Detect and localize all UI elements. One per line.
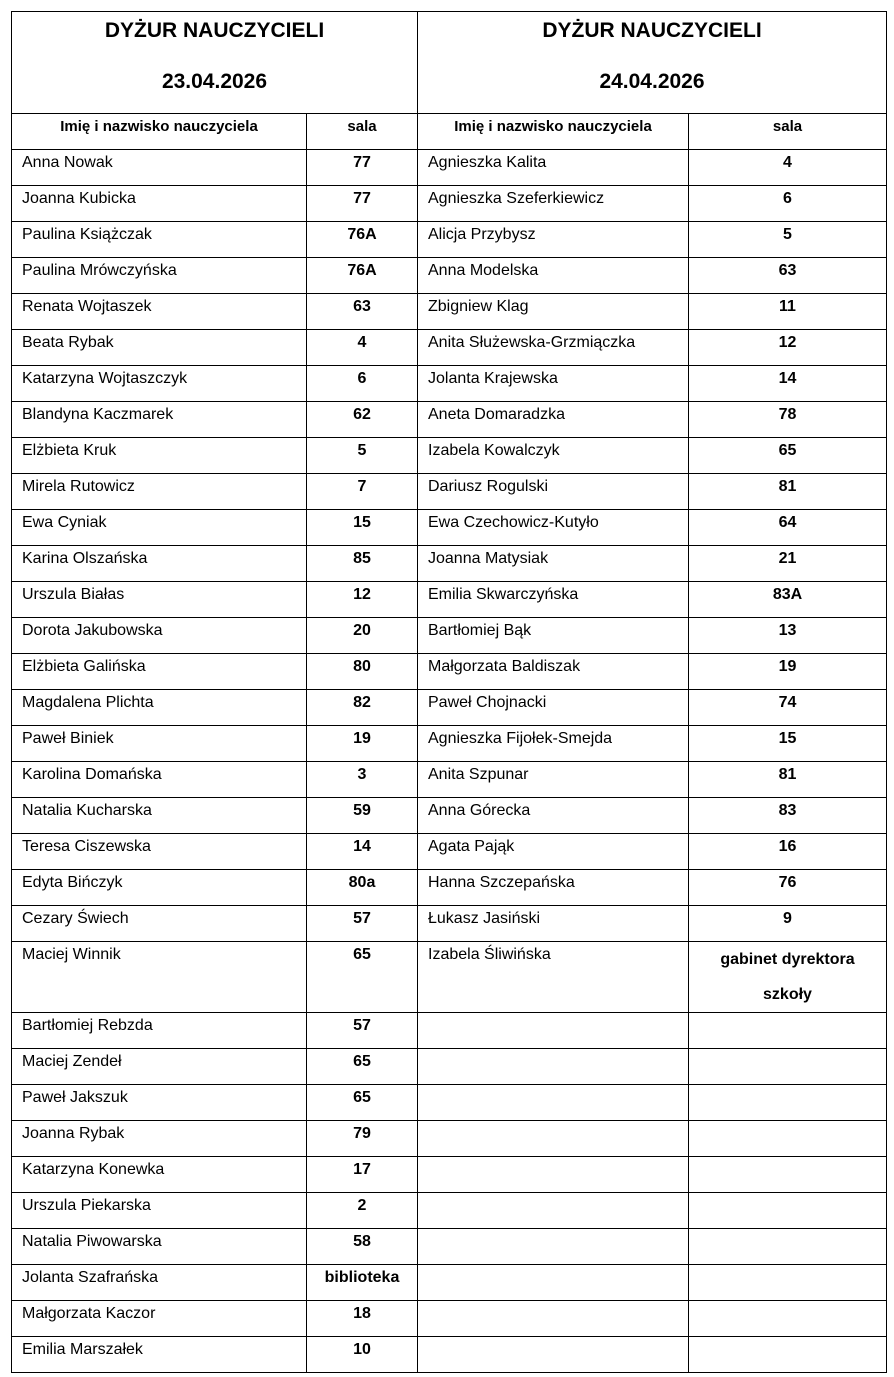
right-room-number [689, 1085, 887, 1121]
table-row [12, 1193, 887, 1229]
right-teacher-name: Hanna Szczepańska [418, 870, 689, 906]
right-room-number [689, 942, 887, 1013]
table-row [12, 618, 887, 654]
left-room-number: 76A [307, 222, 418, 258]
right-room-number [689, 1121, 887, 1157]
left-teacher-name: Katarzyna Wojtaszczyk [12, 366, 307, 402]
left-teacher-name: Mirela Rutowicz [12, 474, 307, 510]
right-teacher-name: Małgorzata Baldiszak [418, 654, 689, 690]
right-teacher-name: Emilia Skwarczyńska [418, 582, 689, 618]
right-room-number: 12 [689, 330, 887, 366]
table-row [12, 906, 887, 942]
left-title-cell [12, 12, 418, 114]
left-room-number: 79 [307, 1121, 418, 1157]
left-teacher-name: Katarzyna Konewka [12, 1157, 307, 1193]
left-teacher-name: Beata Rybak [12, 330, 307, 366]
right-teacher-name [418, 1301, 689, 1337]
right-schedule-title: DYŻUR NAUCZYCIELI [542, 19, 762, 42]
left-room-number: 65 [307, 1085, 418, 1121]
right-teacher-name: Dariusz Rogulski [418, 474, 689, 510]
right-teacher-name: Aneta Domaradzka [418, 402, 689, 438]
table-row [12, 510, 887, 546]
right-room-number: 76 [689, 870, 887, 906]
table-row [12, 294, 887, 330]
table-row [12, 1301, 887, 1337]
left-room-number: 17 [307, 1157, 418, 1193]
table-row [12, 1337, 887, 1373]
table-row [12, 258, 887, 294]
table-row [12, 582, 887, 618]
left-room-number: biblioteka [307, 1265, 418, 1301]
left-teacher-name: Maciej Winnik [12, 942, 307, 1013]
right-room-number: 6 [689, 186, 887, 222]
left-room-number: 4 [307, 330, 418, 366]
left-room-number: 15 [307, 510, 418, 546]
left-teacher-name: Paulina Książczak [12, 222, 307, 258]
right-teacher-name: Agnieszka Kalita [418, 150, 689, 186]
right-teacher-name: Agnieszka Fijołek-Smejda [418, 726, 689, 762]
right-teacher-name: Agata Pająk [418, 834, 689, 870]
left-teacher-name: Natalia Kucharska [12, 798, 307, 834]
table-row [12, 366, 887, 402]
right-room-number: 21 [689, 546, 887, 582]
right-teacher-name [418, 1085, 689, 1121]
duty-schedule-sheet [11, 11, 887, 1373]
table-row [12, 474, 887, 510]
right-room-column-header: sala [689, 114, 887, 150]
right-room-number [689, 1229, 887, 1265]
right-room-number: 78 [689, 402, 887, 438]
right-teacher-name [418, 1193, 689, 1229]
table-row [12, 1085, 887, 1121]
left-teacher-name: Emilia Marszałek [12, 1337, 307, 1373]
table-row [12, 222, 887, 258]
right-room-number: 11 [689, 294, 887, 330]
right-teacher-name [418, 1121, 689, 1157]
left-teacher-name: Dorota Jakubowska [12, 618, 307, 654]
left-room-number: 63 [307, 294, 418, 330]
left-room-number: 2 [307, 1193, 418, 1229]
table-row [12, 1013, 887, 1049]
right-room-number [689, 1301, 887, 1337]
right-teacher-name: Zbigniew Klag [418, 294, 689, 330]
left-name-column-header: Imię i nazwisko nauczyciela [12, 114, 307, 150]
left-teacher-name: Jolanta Szafrańska [12, 1265, 307, 1301]
right-teacher-name: Ewa Czechowicz-Kutyło [418, 510, 689, 546]
right-teacher-name: Bartłomiej Bąk [418, 618, 689, 654]
left-room-number: 65 [307, 1049, 418, 1085]
right-room-number: 9 [689, 906, 887, 942]
left-teacher-name: Małgorzata Kaczor [12, 1301, 307, 1337]
right-room-number [689, 1337, 887, 1373]
right-teacher-name: Anita Służewska-Grzmiączka [418, 330, 689, 366]
left-room-column-header: sala [307, 114, 418, 150]
table-row [12, 150, 887, 186]
left-room-number: 80a [307, 870, 418, 906]
table-row [12, 654, 887, 690]
right-room-number: 74 [689, 690, 887, 726]
left-teacher-name: Joanna Rybak [12, 1121, 307, 1157]
table-row [12, 1049, 887, 1085]
right-room-number [689, 1049, 887, 1085]
table-row [12, 1229, 887, 1265]
table-row [12, 1265, 887, 1301]
left-room-number: 82 [307, 690, 418, 726]
right-teacher-name: Anna Górecka [418, 798, 689, 834]
left-room-number: 19 [307, 726, 418, 762]
left-teacher-name: Cezary Świech [12, 906, 307, 942]
right-teacher-name [418, 1265, 689, 1301]
left-room-number: 62 [307, 402, 418, 438]
left-room-number: 6 [307, 366, 418, 402]
right-room-number: 65 [689, 438, 887, 474]
right-room-number: 83 [689, 798, 887, 834]
left-teacher-name: Edyta Bińczyk [12, 870, 307, 906]
left-teacher-name: Elżbieta Galińska [12, 654, 307, 690]
right-teacher-name: Anita Szpunar [418, 762, 689, 798]
left-teacher-name: Magdalena Plichta [12, 690, 307, 726]
table-row [12, 834, 887, 870]
table-row [12, 942, 887, 1013]
right-teacher-name [418, 1049, 689, 1085]
right-schedule-date: 24.04.2026 [599, 70, 705, 93]
right-room-number [689, 1013, 887, 1049]
left-room-number: 20 [307, 618, 418, 654]
left-room-number: 76A [307, 258, 418, 294]
table-row [12, 798, 887, 834]
right-teacher-name [418, 1013, 689, 1049]
table-row [12, 546, 887, 582]
left-teacher-name: Joanna Kubicka [12, 186, 307, 222]
right-room-number: 5 [689, 222, 887, 258]
right-room-number: 81 [689, 762, 887, 798]
left-room-number: 10 [307, 1337, 418, 1373]
right-room-number: 14 [689, 366, 887, 402]
right-room-number: 13 [689, 618, 887, 654]
right-room-number: 83A [689, 582, 887, 618]
left-schedule-title: DYŻUR NAUCZYCIELI [104, 19, 325, 42]
right-room-number: 64 [689, 510, 887, 546]
right-teacher-name: Joanna Matysiak [418, 546, 689, 582]
right-teacher-name: Izabela Kowalczyk [418, 438, 689, 474]
right-teacher-name: Anna Modelska [418, 258, 689, 294]
table-row [12, 438, 887, 474]
left-teacher-name: Bartłomiej Rebzda [12, 1013, 307, 1049]
left-teacher-name: Urszula Piekarska [12, 1193, 307, 1229]
title-row [12, 12, 887, 114]
right-teacher-name: Łukasz Jasiński [418, 906, 689, 942]
table-row [12, 330, 887, 366]
left-room-number: 77 [307, 150, 418, 186]
table-row [12, 1157, 887, 1193]
left-teacher-name: Elżbieta Kruk [12, 438, 307, 474]
left-teacher-name: Urszula Białas [12, 582, 307, 618]
left-room-number: 7 [307, 474, 418, 510]
left-teacher-name: Paweł Jakszuk [12, 1085, 307, 1121]
right-room-number [689, 1265, 887, 1301]
left-room-number: 80 [307, 654, 418, 690]
left-teacher-name: Renata Wojtaszek [12, 294, 307, 330]
table-row [12, 870, 887, 906]
right-teacher-name: Izabela Śliwińska [418, 942, 689, 1013]
left-teacher-name: Blandyna Kaczmarek [12, 402, 307, 438]
right-room-number [689, 1193, 887, 1229]
column-header-row [12, 114, 887, 150]
left-teacher-name: Maciej Zendeł [12, 1049, 307, 1085]
right-teacher-name [418, 1157, 689, 1193]
right-room-number: 19 [689, 654, 887, 690]
right-room-number: 16 [689, 834, 887, 870]
left-teacher-name: Teresa Ciszewska [12, 834, 307, 870]
left-teacher-name: Ewa Cyniak [12, 510, 307, 546]
left-teacher-name: Anna Nowak [12, 150, 307, 186]
right-room-text-line: gabinet dyrektora [720, 951, 855, 968]
right-room-number: 81 [689, 474, 887, 510]
duty-schedule-table [11, 11, 887, 1373]
left-teacher-name: Paweł Biniek [12, 726, 307, 762]
right-room-number: 15 [689, 726, 887, 762]
left-room-number: 18 [307, 1301, 418, 1337]
right-room-number: 4 [689, 150, 887, 186]
right-room-number: 63 [689, 258, 887, 294]
left-room-number: 57 [307, 906, 418, 942]
right-teacher-name [418, 1337, 689, 1373]
left-schedule-date: 23.04.2026 [161, 70, 268, 93]
left-room-number: 57 [307, 1013, 418, 1049]
left-room-number: 14 [307, 834, 418, 870]
left-teacher-name: Karolina Domańska [12, 762, 307, 798]
right-teacher-name: Alicja Przybysz [418, 222, 689, 258]
right-teacher-name: Agnieszka Szeferkiewicz [418, 186, 689, 222]
left-room-number: 5 [307, 438, 418, 474]
right-teacher-name: Paweł Chojnacki [418, 690, 689, 726]
table-row [12, 1121, 887, 1157]
right-teacher-name: Jolanta Krajewska [418, 366, 689, 402]
right-teacher-name [418, 1229, 689, 1265]
right-room-text-line: szkoły [763, 986, 812, 1003]
right-title-cell [418, 12, 887, 114]
left-room-number: 77 [307, 186, 418, 222]
table-row [12, 186, 887, 222]
left-room-number: 3 [307, 762, 418, 798]
left-room-number: 58 [307, 1229, 418, 1265]
left-room-number: 59 [307, 798, 418, 834]
right-room-number [689, 1157, 887, 1193]
left-room-number: 12 [307, 582, 418, 618]
table-row [12, 402, 887, 438]
right-name-column-header: Imię i nazwisko nauczyciela [418, 114, 689, 150]
left-teacher-name: Natalia Piwowarska [12, 1229, 307, 1265]
table-row [12, 762, 887, 798]
left-teacher-name: Paulina Mrówczyńska [12, 258, 307, 294]
left-teacher-name: Karina Olszańska [12, 546, 307, 582]
table-row [12, 726, 887, 762]
table-row [12, 690, 887, 726]
left-room-number: 65 [307, 942, 418, 1013]
left-room-number: 85 [307, 546, 418, 582]
